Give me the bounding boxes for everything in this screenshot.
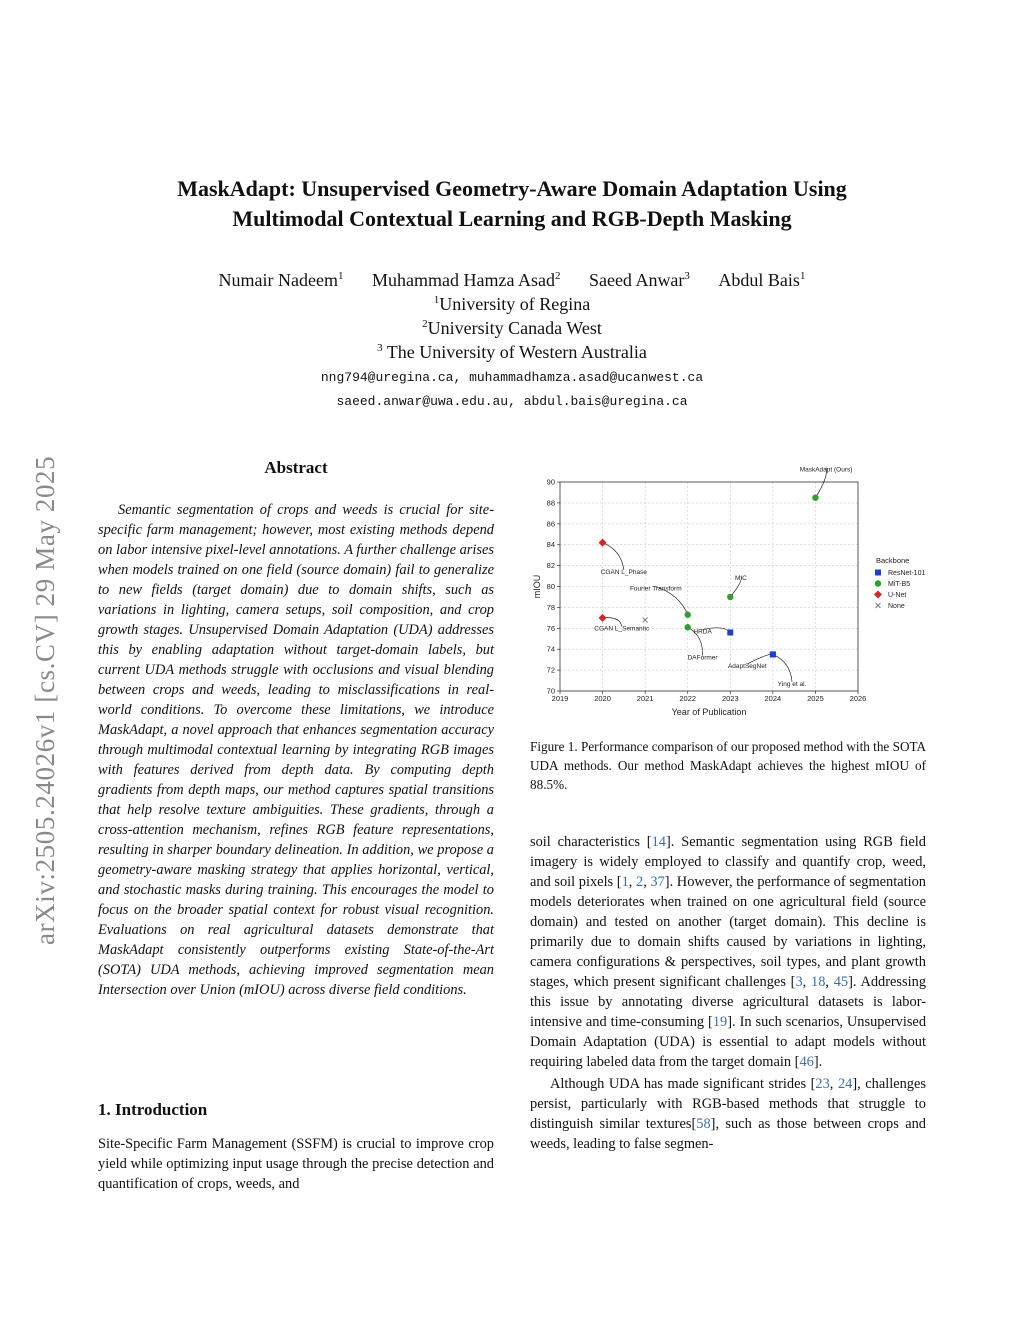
paragraph-domain-shift [530,832,926,1072]
citation-link[interactable]: 37 [650,874,665,890]
point-label: HRDA [693,628,712,636]
citation-link[interactable]: 23 [815,1076,830,1092]
abstract-heading: Abstract [264,458,328,477]
author-affiliation-mark: 3 [684,270,690,282]
affiliation-name: University of Regina [439,294,591,314]
figure-1-caption: Figure 1. Performance comparison of our proposed method with the SOTA UDA methods. Our method MaskAdapt achieves the highest mIOU of 88.5%. [530,739,926,792]
citation-link[interactable]: 18 [811,974,826,990]
point-label: MaskAdapt (Ours) [799,466,853,474]
data-point [770,651,776,657]
citation-link[interactable]: 19 [712,1014,728,1030]
y-tick-label: 74 [546,644,555,654]
x-tick-label: 2026 [849,694,867,703]
y-tick-label: 78 [546,602,555,612]
data-point [599,614,607,622]
point-label: MIC [734,575,747,583]
author-name: Saeed Anwar [588,270,685,290]
affiliation-name: University Canada West [427,318,602,338]
author-affiliation-mark: 1 [338,270,344,282]
citation-link[interactable]: 46 [799,1054,814,1070]
point-label: CGAN L_Phase [600,568,647,576]
right-column-text [530,832,926,1154]
data-point [727,629,733,635]
annotation-arrow [773,654,792,681]
text-run: , [802,974,811,990]
paper-title-line-2: Multimodal Contextual Learning and RGB-Depth Masking [232,206,792,231]
citation-link[interactable]: 1 [621,874,629,890]
y-tick-label: 82 [546,561,555,571]
author-emails-line-1: nng794@uregina.ca, muhammadhamza.asad@ucanwest.ca [320,370,704,385]
citation-link[interactable]: 14 [651,834,666,850]
author-name: Muhammad Hamza Asad [372,270,555,290]
x-axis-label: Year of Publication [671,707,747,717]
text-run: , [825,974,834,990]
author-affiliation-mark: 1 [799,270,806,282]
legend-marker [874,591,882,599]
text-run: ]. [813,1054,823,1070]
text-run: ]. However, the performance of segmentation models deteriorates when trained on one agricultural field (source domain) and tested on another (target domain). This decline is primarily due to domain shifts caused by variations in lighting, camera configurations & perspectives, soil types, and plant growth stages, which present significant challenges [ [530,874,926,990]
x-tick-label: 2025 [807,694,824,703]
y-tick-label: 84 [546,540,555,550]
data-point [685,624,691,630]
legend-label: U-Net [888,592,907,599]
x-tick-label: 2023 [721,694,739,703]
text-run: ], challenges persist, particularly with RGB-based methods that struggle to distinguish similar textures[ [530,1076,926,1132]
point-label: Ying et al. [777,680,807,688]
citation-link[interactable]: 45 [833,974,849,990]
point-label: CGAN L_Semantic [594,625,650,633]
introduction-heading: 1. Introduction [98,1100,208,1119]
paragraph-uda-challenges [530,1074,926,1154]
text-run: ]. Semantic segmentation using RGB field imagery is widely employed to classify and quantify crop, weed, and soil pixels [ [530,834,927,890]
citation-link[interactable]: 24 [837,1076,853,1092]
legend-marker [875,580,881,586]
author-4 [718,270,805,290]
legend-title: Backbone [876,556,910,565]
point-label: AdaptSegNet [727,663,767,671]
author-2 [372,270,560,290]
point-label: DAFormer [687,654,718,662]
x-tick-label: 2024 [764,694,782,703]
author-emails-line-2: saeed.anwar@uwa.edu.au, abdul.bais@uregina.ca [336,394,688,409]
legend-items [874,570,925,611]
data-point [599,539,607,547]
legend-marker [875,570,881,576]
abstract-text: Semantic segmentation of crops and weeds is crucial for site-specific farm management; however, most existing methods depend on labor intensive pixel-level annotations. A further challenge arises when models trained on one field (source domain) fail to generalize to new fields (target domain) due to domain shifts, such as variations in lighting, camera setups, soil composition, and crop growth stages. Unsupervised Domain Adaptation (UDA) addresses this by enabling adaptation without target-domain labels, but current UDA methods struggle with occlusions and visual blending between crops and weeds, leading to misclassifications in real-world conditions. To overcome these limitations, we introduce MaskAdapt, a novel approach that enhances segmentation accuracy through multimodal contextual learning by integrating RGB images with features derived from depth data. By computing depth gradients from depth maps, our method captures spatial transitions that help resolve texture ambiguities. These gradients, through a cross-attention mechanism, refines RGB feature representations, resulting in sharper boundary delineation. In addition, we propose a geometry-aware masking strategy that applies horizontal, vertical, and stochastic masks during training. This encourages the model to focus on the broader spatial context for robust visual recognition. Evaluations on real agricultural datasets demonstrate that MaskAdapt consistently outperforms existing State-of-the-Art (SOTA) UDA methods, achieving improved segmentation mean Intersection over Union (mIOU) across diverse field conditions. [98,502,494,998]
text-run: ]. In such scenarios, Unsupervised Domain Adaptation (UDA) is essential to adapt models without requiring labeled data from the target domain [ [530,1014,927,1070]
data-point [685,612,691,618]
author-list [100,270,924,291]
citation-link[interactable]: 58 [696,1116,711,1132]
legend-marker [876,603,881,608]
author-1 [219,270,344,290]
y-axis-label: mIOU [532,574,542,599]
affiliation-2 [100,318,924,339]
author-name: Abdul Bais [718,270,800,290]
data-point [812,494,818,500]
affiliation-name: The University of Western Australia [382,342,647,362]
paper-title [100,174,924,234]
affiliation-1 [100,294,924,315]
affiliation-3 [100,342,924,363]
text-run: Although UDA has made significant strides [ [550,1076,816,1092]
affiliation-mark: 1 [433,294,440,306]
introduction-text: Site-Specific Farm Management (SSFM) is crucial to improve crop yield while optimizing input usage through the precise detection and quantification of crops, weeds, and [98,1136,494,1192]
text-run: , [829,1076,838,1092]
miou-scatter-chart [528,455,928,720]
chart-legend [874,556,925,610]
y-tick-label: 88 [546,498,555,508]
legend-label: MiT-B5 [888,581,911,588]
y-tick-label: 86 [546,519,555,529]
citation-link[interactable]: 2 [635,874,644,890]
x-tick-label: 2021 [636,694,654,703]
legend-label: ResNet-101 [888,570,926,577]
y-tick-label: 80 [546,582,555,591]
x-tick-label: 2020 [594,694,611,703]
text-run: ], such as those between crops and weeds, leading to false segmen- [530,1116,926,1152]
point-label: Fourier Transform [629,585,682,593]
y-tick-label: 70 [546,686,555,696]
affiliation-mark: 3 [377,342,383,354]
text-run: , [628,874,636,890]
author-name: Numair Nadeem [218,270,338,290]
x-tick-label: 2019 [551,694,569,703]
x-tick-label: 2022 [679,694,697,703]
y-tick-label: 90 [546,477,555,487]
data-point [727,594,733,600]
figure-1 [528,455,928,720]
author-affiliation-mark: 2 [554,270,561,282]
paper-title-line-1: MaskAdapt: Unsupervised Geometry-Aware Domain Adaptation Using [177,176,847,201]
y-tick-label: 76 [546,623,555,633]
author-3 [589,270,690,290]
arxiv-identifier-stamp: arXiv:2505.24026v1 [cs.CV] 29 May 2025 [30,455,60,945]
text-run: ]. Addressing this issue by annotating diverse agricultural datasets is labor-intensive and time-consuming [ [530,974,927,1030]
text-run: soil characteristics [ [530,834,652,850]
text-run: , [643,874,651,890]
y-tick-label: 72 [546,665,555,675]
affiliation-mark: 2 [422,318,428,330]
axis-ticks [547,478,867,704]
legend-label: None [888,603,905,610]
citation-link[interactable]: 3 [795,974,803,990]
